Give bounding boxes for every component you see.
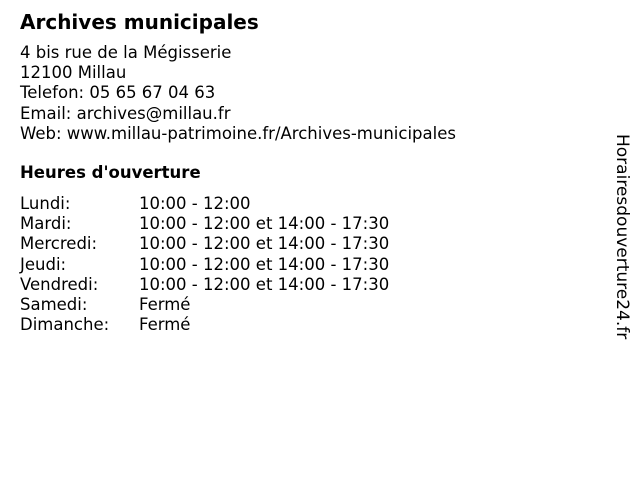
street-address: 4 bis rue de la Mégisserie (20, 43, 232, 62)
phone-number: Telefon: 05 65 67 04 63 (20, 83, 216, 103)
day-hours: 10:00 - 12:00 et 14:00 - 17:30 (139, 254, 390, 274)
email-address: Email: archives@millau.fr (20, 103, 231, 123)
day-label: Jeudi: (20, 254, 67, 274)
hours-heading: Heures d'ouverture (20, 163, 201, 182)
address-block (20, 43, 456, 144)
day-label: Mardi: (20, 214, 72, 234)
day-label: Mercredi: (20, 234, 98, 254)
day-label: Lundi: (20, 194, 71, 213)
brand-watermark: Horairesdouverture24.fr (612, 134, 632, 340)
day-hours: 10:00 - 12:00 (139, 194, 251, 213)
website: Web: www.millau-patrimoine.fr/Archives-municipales (20, 123, 456, 143)
day-hours: Fermé (139, 294, 191, 314)
day-label: Vendredi: (20, 274, 99, 294)
page-title: Archives municipales (20, 10, 259, 34)
day-hours: 10:00 - 12:00 et 14:00 - 17:30 (139, 274, 390, 294)
day-hours: 10:00 - 12:00 et 14:00 - 17:30 (139, 214, 390, 234)
day-label: Dimanche: (20, 315, 110, 335)
day-hours: 10:00 - 12:00 et 14:00 - 17:30 (139, 234, 390, 254)
day-hours: Fermé (139, 315, 191, 335)
day-label: Samedi: (20, 294, 88, 314)
city-address: 12100 Millau (20, 63, 127, 83)
